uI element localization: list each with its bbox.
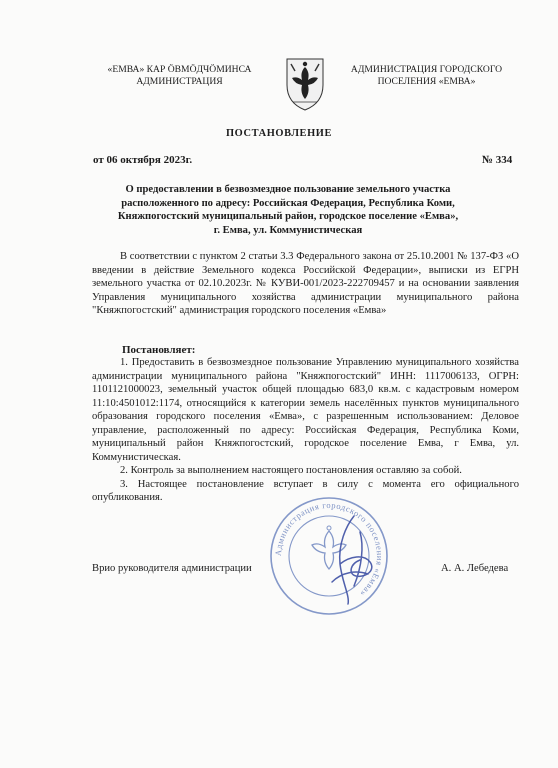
header-right-line1: АДМИНИСТРАЦИЯ ГОРОДСКОГО bbox=[350, 64, 503, 75]
document-date: от 06 октября 2023г. bbox=[93, 154, 193, 166]
decree-item-2: 2. Контроль за выполнением настоящего постановления оставляю за собой. bbox=[120, 465, 462, 476]
subject-line: Княжпогостский муниципальный район, городское поселение «Емва», bbox=[117, 211, 459, 222]
coat-of-arms-komi-icon bbox=[283, 55, 327, 113]
decree-items bbox=[92, 356, 519, 505]
subject-line: г. Емва, ул. Коммунистическая bbox=[213, 224, 363, 236]
signatory-name: А. А. Лебедева bbox=[441, 563, 509, 574]
decree-heading: Постановляет: bbox=[122, 344, 196, 356]
decree-item-1: 1. Предоставить в безвозмездное пользование Управлению муниципального хозяйства администрации муниципального района "Княжпогостский" ИНН: 1117006133, ОГРН: 1101121000023, земельный участок общей площадью 683,0 кв.м. с кадастровым номером 11:10:4501012:1174, относящийся к категории земель населённых пунктов муниципального образования городского поселения «Емва», с разрешенным использованием: Деловое управление, расположенный по адресу: Российская Федерация, Республика Коми, муниципальный район Княжпогостский, городское поселение Емва, г Емва, ул. Коммунистическая. bbox=[92, 357, 519, 463]
header-left-line1: «ЕМВА» КАР ÖВМÖДЧÖМИНСА bbox=[107, 64, 252, 75]
document-number: № 334 bbox=[482, 154, 513, 166]
subject-line: расположенного по адресу: Российская Федерация, Республика Коми, bbox=[121, 197, 455, 209]
header-left bbox=[92, 64, 267, 88]
header-right bbox=[339, 64, 514, 88]
header-left-line2: АДМИНИСТРАЦИЯ bbox=[136, 76, 223, 87]
header-right-line2: ПОСЕЛЕНИЯ «ЕМВА» bbox=[377, 76, 476, 87]
document-subject bbox=[80, 183, 496, 237]
signatory-position: Врио руководителя администрации bbox=[92, 563, 252, 574]
preamble-paragraph: В соответствии с пунктом 2 статьи 3.3 Федерального закона от 25.10.2001 № 137-ФЗ «О введении в действие Земельного кодекса Российской Федерации», выписки из ЕГРН земельного участка от 02.10.2023г. № КУВИ-001/2023-222709457 и на основании заявления Управления муниципального хозяйства администрации муниципального района "Княжпогостский" администрация городского поселения «Емва» bbox=[92, 251, 519, 317]
handwritten-signature bbox=[320, 512, 380, 607]
subject-line: О предоставлении в безвозмездное пользование земельного участка bbox=[125, 184, 451, 195]
stamp-ring-text: Администрация городского поселения «Емва» bbox=[272, 499, 386, 600]
decree-item-3: 3. Настоящее постановление вступает в силу с момента его официального опубликования. bbox=[92, 478, 519, 503]
document-title: ПОСТАНОВЛЕНИЕ bbox=[226, 128, 332, 139]
